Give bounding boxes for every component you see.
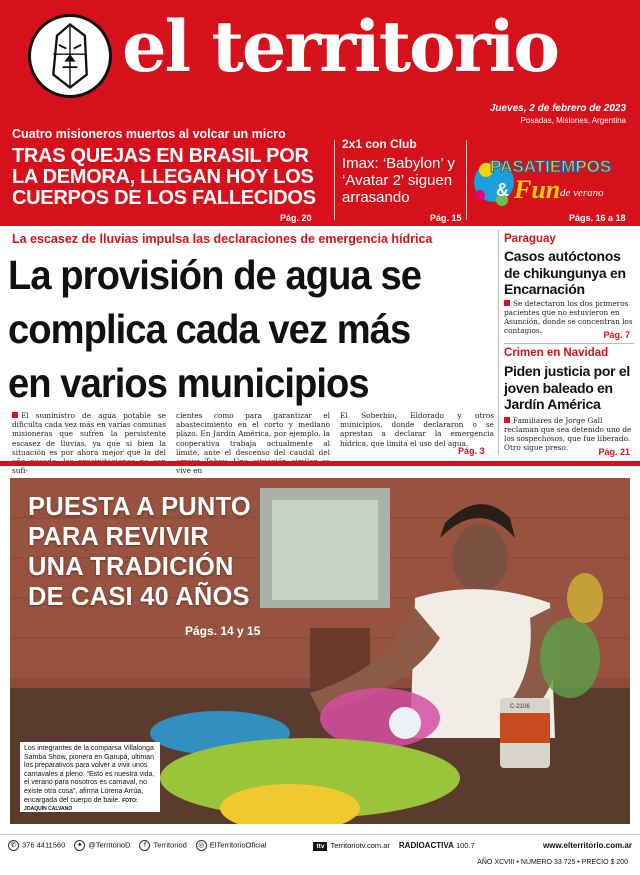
footer xyxy=(0,834,640,856)
issue-place: Posadas, Misiones, Argentina xyxy=(520,116,626,125)
phone-text: 376 4411560 xyxy=(22,840,66,850)
whatsapp-icon: ✆ xyxy=(8,840,19,851)
lead1-headline[interactable]: TRAS QUEJAS EN BRASIL POR LA DEMORA, LLEGAN HOY LOS CUERPOS DE LOS FALLECIDOS xyxy=(12,145,316,209)
side1-body-text: Se detectaron los dos primeros pacientes que no estuvieron en Asunción, donde se concentran los contagios. xyxy=(504,299,633,335)
side2-body-text: Familiares de Jorge Gall reclaman que sea detenido uno de los sospechosos, que fue liberado. Otro sigue preso. xyxy=(504,416,632,452)
footer-website[interactable]: www.elterritorio.com.ar xyxy=(542,841,632,850)
bullet-icon xyxy=(504,417,510,423)
tv-badge: ttv xyxy=(313,842,327,851)
pasatiempos-title: PASATIEMPOS xyxy=(490,157,612,176)
side2-kicker: Crimen en Navidad xyxy=(504,347,609,359)
bullet-icon xyxy=(504,300,510,306)
photo-credit: FOTO: JOAQUÍN CALVANO xyxy=(24,797,138,813)
main-kicker: La escasez de lluvias impulsa las declaraciones de emergencia hídrica xyxy=(12,232,433,246)
main-headline-line: complica cada vez más xyxy=(8,306,411,352)
radio-name: RADIOACTIVA xyxy=(398,841,454,850)
divider xyxy=(334,140,335,220)
photo-caption xyxy=(20,742,160,812)
lead2-page-ref: Pág. 15 xyxy=(430,213,462,223)
main-body-col: El Soberbio, Eldorado y otros municipios, donde declararon o se aprestan a declarar la emergencia hídrica, que limita el uso del agua. xyxy=(340,411,494,448)
masthead xyxy=(0,0,640,226)
facebook-icon: f xyxy=(139,840,150,851)
footer-radio[interactable] xyxy=(399,841,475,850)
tv-site-text: Territoriotv.com.ar xyxy=(330,840,390,850)
side1-headline[interactable]: Casos autóctonos de chikungunya en Encarnación xyxy=(504,248,626,297)
main-page-ref: Pág. 3 xyxy=(458,446,485,456)
pasatiempos-amp: & xyxy=(496,180,509,200)
main-headline-line: La provisión de agua se xyxy=(8,252,421,298)
footer-facebook[interactable] xyxy=(139,840,186,851)
divider xyxy=(498,230,499,455)
lead1-page-ref: Pág. 20 xyxy=(280,213,312,223)
caption-text: Los integrantes de la comparsa Villalonga Samba Show, pionera en Garupá, ultiman los preparativos para volver a vivir unos carnavales a pleno. “Esto es nuestra vida, el verano para nosotros es carnaval, no existe otra cosa”, afirma Lorena Arrúa, encargada del cuerpo de baile. xyxy=(24,745,155,804)
pasatiempos-subtitle: de verano xyxy=(560,187,604,199)
side1-kicker: Paraguay xyxy=(504,233,556,245)
photo-page-ref: Págs. 14 y 15 xyxy=(185,624,261,638)
side1-page-ref: Pág. 7 xyxy=(603,330,630,340)
divider xyxy=(466,140,467,220)
photo-headline-line: DE CASI 40 AÑOS xyxy=(28,583,250,611)
photo-headline-line: UNA TRADICIÓN xyxy=(28,553,234,581)
twitter-icon: ✦ xyxy=(74,840,85,851)
footer-phone[interactable] xyxy=(8,840,65,851)
can-label: C-2106 xyxy=(510,704,530,710)
lead2-kicker: 2x1 con Club xyxy=(342,137,417,151)
divider xyxy=(504,343,634,344)
main-body-text: El suministro de agua potable se dificulta cada vez más en varias comunas misioneras que sufren la persistente escasez de lluvias, ya que si bien la situación es por ahora mejor que la del sufi- xyxy=(12,411,166,476)
instagram-icon: ◎ xyxy=(196,840,207,851)
side2-headline[interactable]: Piden justicia por el joven baleado en Jardín América xyxy=(504,363,630,412)
main-body-col: cientes como para garantizar el abastecimiento en el corto y mediano plazo. En Jardín América, por ejemplo, la cooperativa trabaja actualmente al límite, ante el descenso del caudal del vive en xyxy=(176,411,330,476)
main-headline-line: en varios municipios xyxy=(8,360,369,406)
photo-story[interactable] xyxy=(10,478,630,824)
instagram-text: ElTerritorioOficial xyxy=(209,840,267,850)
facebook-text: Territoriod xyxy=(153,840,187,850)
radio-frequency: 100.7 xyxy=(455,841,475,850)
footer-twitter[interactable] xyxy=(74,840,130,851)
pasatiempos-page-ref: Págs. 16 a 18 xyxy=(569,213,626,223)
lead2-headline[interactable]: Imax: ‘Babylon’ y ‘Avatar 2’ siguen arrasando xyxy=(342,155,455,206)
footer-tv[interactable] xyxy=(313,841,389,851)
logo-face-icon xyxy=(28,14,112,98)
edition-info: AÑO XCVIII • NÚMERO 33 725 • PRECIO $ 200 xyxy=(477,859,628,866)
bullet-icon xyxy=(12,412,18,418)
section-rule xyxy=(0,461,640,466)
side2-page-ref: Pág. 21 xyxy=(598,447,630,457)
twitter-text: @TerritorioD xyxy=(88,840,131,850)
main-headline[interactable] xyxy=(8,248,464,410)
pasatiempos-fun: Fun xyxy=(514,175,561,204)
pasatiempos-logo[interactable] xyxy=(472,140,634,212)
issue-date: Jueves, 2 de febrero de 2023 xyxy=(489,103,626,114)
photo-headline-line: PARA REVIVIR xyxy=(28,523,209,551)
lead1-kicker: Cuatro misioneros muertos al volcar un micro xyxy=(12,127,286,141)
photo-headline[interactable] xyxy=(28,492,251,612)
photo-headline-line: PUESTA A PUNTO xyxy=(28,493,251,521)
brand-title: el territorio xyxy=(122,5,558,88)
footer-instagram[interactable] xyxy=(196,840,267,851)
